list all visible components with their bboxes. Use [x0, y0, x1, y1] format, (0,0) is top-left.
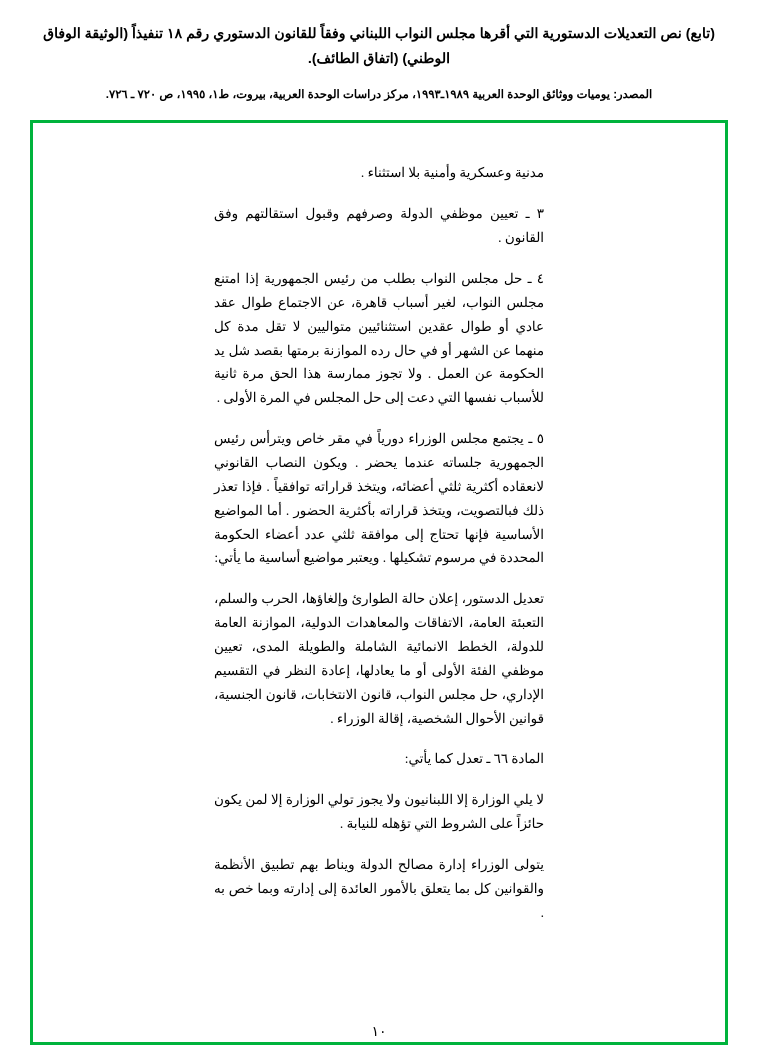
- paragraph-article-66-clause-2: يتولى الوزراء إدارة مصالح الدولة ويناط بهم تطبيق الأنظمة والقوانين كل بما يتعلق بالأمور العائدة إلى إدارته وبما خص به .: [214, 857, 544, 920]
- paragraph-item-3: ٣ ـ تعيين موظفي الدولة وصرفهم وقبول استقالتهم وفق القانون .: [214, 206, 544, 246]
- document-title: (تابع) نص التعديلات الدستورية التي أقرها مجلس النواب اللبناني وفقاً للقانون الدستوري رقم ١٨ تنفيذاً (الوثيقة الوفاق الوطني) (اتفاق الطائف).: [43, 26, 715, 67]
- document-header: [0, 0, 758, 104]
- paragraph-article-66-clause-1: لا يلي الوزارة إلا اللبنانيون ولا يجوز تولي الوزارة إلا لمن يكون حائزاً على الشروط التي تؤهله للنيابة .: [214, 792, 544, 832]
- paragraph-item-4: ٤ ـ حل مجلس النواب بطلب من رئيس الجمهورية إذا امتنع مجلس النواب، لغير أسباب قاهرة، عن الاجتماع طوال عقد عادي أو طوال عقدين استثنائيين متواليين لا تقل مدة كل منهما عن الشهر أو في حال رده الموازنة برمتها بقصد شل يد الحكومة عن العمل . ولا تجوز ممارسة هذا الحق مرة ثانية للأسباب نفسها التي دعت إلى حل المجلس في المرة الأولى .: [214, 270, 544, 406]
- page-number: ١٠: [371, 1025, 387, 1040]
- document-source: المصدر: يوميات ووثائق الوحدة العربية ١٩٨٩ـ١٩٩٣، مركز دراسات الوحدة العربية، بيروت، ط١، ١٩٩٥، ص ٧٢٠ ـ ٧٢٦.: [105, 87, 653, 101]
- paragraph-essential-subjects: تعديل الدستور، إعلان حالة الطوارئ وإلغاؤها، الحرب والسلم، التعبئة العامة، الاتفاقات والمعاهدات الدولية، الموازنة العامة للدولة، الخطط الانمائية الشاملة والطويلة المدى، تعيين موظفي الفئة الأولى أو ما يعادلها، إعادة النظر في التقسيم الإداري، حل مجلس النواب، قانون الانتخابات، قانون الجنسية، قوانين الأحوال الشخصية، إقالة الوزراء .: [214, 591, 544, 726]
- paragraph-article-66-heading: المادة ٦٦ ـ تعدل كما يأتي:: [404, 751, 544, 767]
- content-body: [33, 123, 725, 924]
- paragraph-item-5: ٥ ـ يجتمع مجلس الوزراء دورياً في مقر خاص ويترأس رئيس الجمهورية جلساته عندما يحضر . ويكون النصاب القانوني لانعقاده أكثرية ثلثي أعضائه، ويتخذ قراراته توافقياً . فإذا تعذر ذلك فبالتصويت، ويتخذ قراراته بأكثرية الحضور . أما المواضيع الأساسية فإنها تحتاج إلى موافقة ثلثي عدد أعضاء الحكومة المحددة في مرسوم تشكيلها . ويعتبر مواضيع أساسية ما يأتي:: [214, 431, 544, 566]
- paragraph-intro: مدنية وعسكرية وأمنية بلا استثناء .: [360, 165, 544, 181]
- content-frame: [30, 120, 728, 1045]
